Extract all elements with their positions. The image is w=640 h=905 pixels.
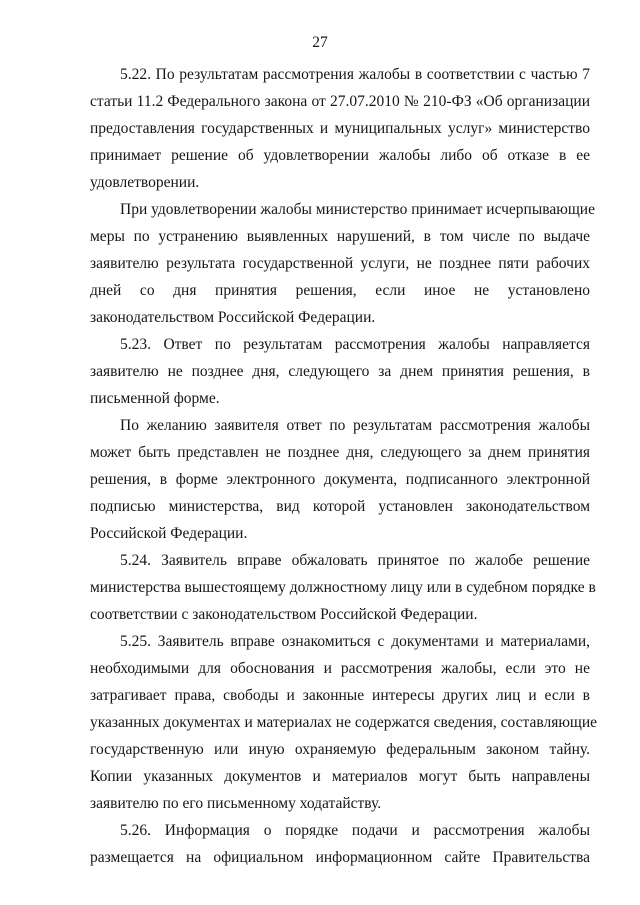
text-line: По желанию заявителя ответ по результатам рассмотрения жалобы (120, 417, 590, 434)
text-line: предоставления государственных и муниципальных услуг» министерство (90, 120, 590, 137)
text-line: министерства вышестоящему должностному лицу или в судебном порядке в (90, 579, 596, 596)
paragraph-satisfaction (90, 196, 595, 331)
text-line: дней со дня принятия решения, если иное не установлено (90, 282, 590, 299)
text-line: статьи 11.2 Федерального закона от 27.07.2010 № 210-ФЗ «Об организации (90, 93, 590, 110)
paragraph-5-24 (90, 547, 596, 628)
paragraph-electronic-response (90, 412, 590, 547)
page-number: 27 (312, 34, 328, 51)
text-line: заявителю результата государственной услуги, не позднее пяти рабочих (90, 255, 590, 272)
text-line: заявителю не позднее дня, следующего за днем принятия решения, в (90, 363, 590, 380)
document-body (90, 61, 598, 871)
paragraph-5-23 (90, 331, 590, 412)
text-line: решения, в форме электронного документа, подписанного электронной (90, 471, 590, 488)
text-line: принимает решение об удовлетворении жалобы либо об отказе в ее (90, 147, 590, 164)
text-line: государственную или иную охраняемую федеральным законом тайну. (90, 741, 590, 758)
text-line: 5.25. Заявитель вправе ознакомиться с документами и материалами, (120, 633, 590, 650)
text-line: размещается на официальном информационном сайте Правительства (90, 849, 590, 866)
text-line: Копии указанных документов и материалов могут быть направлены (90, 768, 590, 785)
paragraph-5-26 (90, 817, 590, 871)
text-line: письменной форме. (90, 390, 220, 407)
text-line: удовлетворении. (90, 174, 200, 191)
text-line: законодательством Российской Федерации. (90, 309, 376, 326)
text-line: необходимыми для обоснования и рассмотрения жалобы, если это не (90, 660, 590, 677)
text-line: При удовлетворении жалобы министерство принимает исчерпывающие (120, 201, 595, 218)
text-line: 5.24. Заявитель вправе обжаловать принятое по жалобе решение (120, 552, 590, 569)
text-line: соответствии с законодательством Российской Федерации. (90, 606, 478, 623)
text-line: 5.23. Ответ по результатам рассмотрения жалобы направляется (120, 336, 590, 353)
text-line: меры по устранению выявленных нарушений, в том числе по выдаче (90, 228, 590, 245)
text-line: подписью министерства, вид которой установлен законодательством (90, 498, 590, 515)
text-line: заявителю по его письменному ходатайству. (90, 795, 382, 812)
text-line: затрагивает права, свободы и законные интересы других лиц и если в (90, 687, 590, 704)
paragraph-5-25 (90, 628, 598, 817)
text-line: 5.26. Информация о порядке подачи и рассмотрения жалобы (120, 822, 590, 839)
text-line: указанных документах и материалах не содержатся сведения, составляющие (90, 714, 598, 731)
text-line: 5.22. По результатам рассмотрения жалобы в соответствии с частью 7 (120, 66, 590, 83)
text-line: может быть представлен не позднее дня, следующего за днем принятия (90, 444, 590, 461)
paragraph-5-22 (90, 61, 590, 196)
text-line: Российской Федерации. (90, 525, 248, 542)
